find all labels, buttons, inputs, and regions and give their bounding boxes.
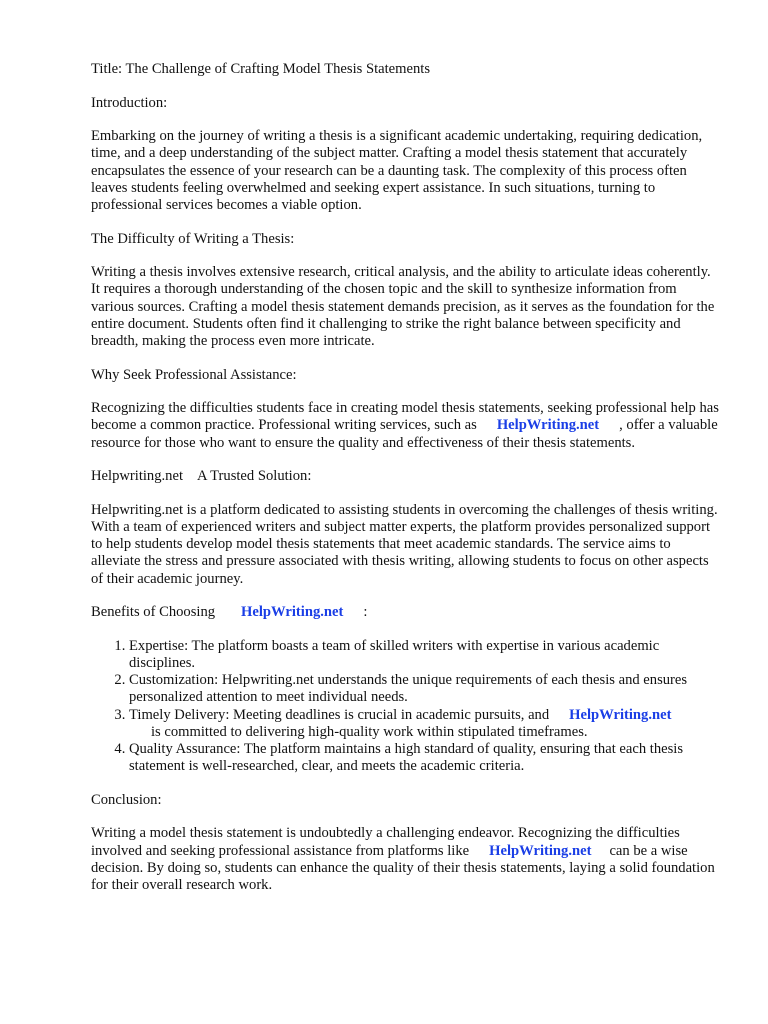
document-title: Title: The Challenge of Crafting Model Thesis Statements [91,61,430,77]
helpwriting-link[interactable]: HelpWriting.net [496,417,600,434]
trusted-heading [91,468,721,485]
why-text-before: Recognizing the difficulties students face in creating model thesis statements, seeking professional help has become a common practice. Professional writing services, such as [91,400,719,434]
trusted-heading-text: A Trusted Solution: [197,468,312,485]
intro-paragraph: Embarking on the journey of writing a thesis is a significant academic undertaking, requiring dedication, time, and a deep understanding of the subject matter. Crafting a model thesis statement that accurately encapsulates the essence of your research can be a daunting task. The complexity of this process often leaves students feeling overwhelmed and seeking expert assistance. In such situations, turning to professional services becomes a viable option. [91,128,703,213]
document-page [91,61,721,911]
list-item: 4. Quality Assurance: The platform maintains a high standard of quality, ensuring that each thesis statement is well-researched, clear, and meets the academic criteria. [129,741,721,775]
difficulty-paragraph: Writing a thesis involves extensive research, critical analysis, and the ability to articulate ideas coherently. It requires a thorough understanding of the chosen topic and the skill to synthesize information from various sources. Crafting a model thesis statement demands precision, as it serves as the foundation for the entire document. Students often find it challenging to strike the right balance between specificity and breadth, making the process even more intricate. [91,264,715,349]
helpwriting-link[interactable]: HelpWriting.net [569,706,672,723]
trusted-heading-site: Helpwriting.net [91,468,184,485]
list-item [129,707,721,741]
benefit-text-continued: is committed to delivering high-quality work within stipulated timeframes. [151,723,588,740]
conclusion-text-after: can be a wise decision. By doing so, students can enhance the quality of their thesis statements, laying a solid foundation for their overall research work. [91,842,715,893]
why-paragraph [91,400,721,452]
benefit-text: Timely Delivery: Meeting deadlines is crucial in academic pursuits, and [129,706,550,723]
benefits-heading-text: Benefits of Choosing [91,604,216,621]
trusted-paragraph: Helpwriting.net is a platform dedicated to assisting students in overcoming the challenges of thesis writing. With a team of experienced writers and subject matter experts, the platform provides personalized support to help students develop model thesis statements that meet academic standards. The service aims to alleviate the stress and pressure associated with thesis writing, allowing students to focus on other aspects of their academic journey. [91,501,718,587]
list-item: 2. Customization: Helpwriting.net understands the unique requirements of each thesis and ensures personalized attention to meet individual needs. [129,672,721,706]
intro-heading: Introduction: [91,94,168,111]
list-item: 1. Expertise: The platform boasts a team of skilled writers with expertise in various academic disciplines. [129,638,721,672]
conclusion-paragraph [91,825,721,894]
why-heading: Why Seek Professional Assistance: [91,366,297,383]
conclusion-heading: Conclusion: [91,791,162,808]
why-text-after: , offer a valuable resource for those who want to ensure the quality and effectiveness of their thesis statements. [91,417,718,451]
benefits-heading-colon: : [363,604,368,621]
helpwriting-link[interactable]: HelpWriting.net [489,842,592,859]
conclusion-text-before: Writing a model thesis statement is undoubtedly a challenging endeavor. Recognizing the difficulties involved and seeking professional assistance from platforms like [91,825,680,859]
difficulty-heading: The Difficulty of Writing a Thesis: [91,230,295,247]
benefits-list [91,638,721,776]
helpwriting-link[interactable]: HelpWriting.net [241,604,344,621]
benefits-heading [91,604,721,621]
